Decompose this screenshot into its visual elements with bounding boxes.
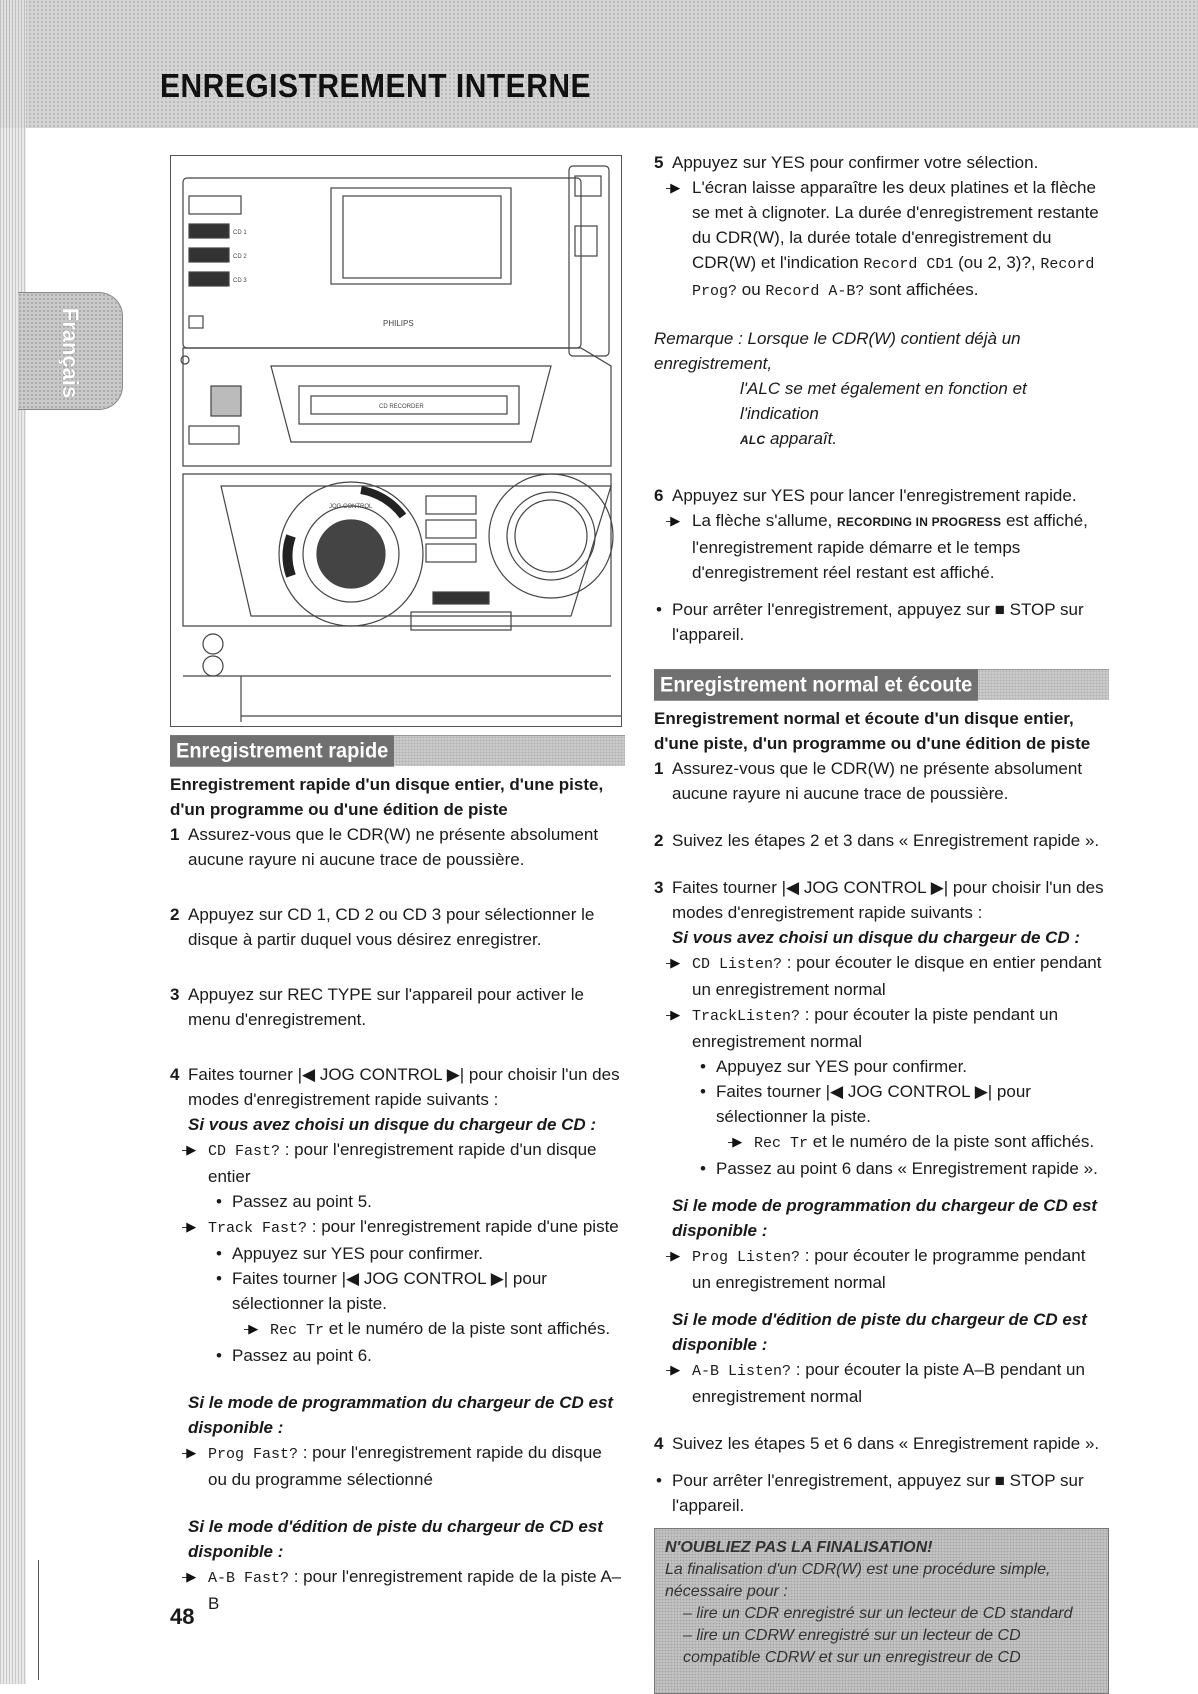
result-rec-tr bbox=[232, 1316, 625, 1343]
display-code: Rec Tr bbox=[270, 1322, 325, 1339]
warning-line: – lire un CDR enregistré sur un lecteur de CD standard bbox=[683, 1605, 1073, 1622]
step-text: Assurez-vous que le CDR(W) ne présente absolument aucune rayure ni aucune trace de poussière. bbox=[672, 759, 1083, 803]
display-code: A-B Fast? bbox=[208, 1570, 290, 1587]
display-code: Record CD1 bbox=[863, 256, 954, 273]
display-code: Prog Fast? bbox=[208, 1446, 299, 1463]
binding-line bbox=[38, 1560, 39, 1680]
result-text: (ou 2, 3)?, bbox=[953, 253, 1041, 272]
remark-line-2: l'ALC se met également en fonction et l'indication bbox=[740, 379, 1027, 423]
normal-step-2 bbox=[654, 828, 1109, 853]
section-heading-normal bbox=[654, 669, 1109, 700]
finalization-warning-box bbox=[654, 1528, 1109, 1694]
left-column bbox=[170, 735, 625, 1616]
condition-edit: Si le mode d'édition de piste du chargeur de CD est disponible : bbox=[672, 1310, 1087, 1354]
condition-prog: Si le mode de programmation du chargeur de CD est disponible : bbox=[188, 1393, 614, 1437]
option-text: et le numéro de la piste sont affichés. bbox=[324, 1319, 611, 1338]
step-number: 5 bbox=[654, 153, 664, 172]
display-code: ALC bbox=[740, 433, 766, 447]
remark-line-1 bbox=[654, 326, 1109, 376]
bullet-item: • Faites tourner |◀ JOG CONTROL ▶| pour sélectionner la piste. bbox=[214, 1266, 625, 1316]
option-track-fast bbox=[170, 1214, 625, 1241]
device-label-cd1: CD 1 bbox=[233, 230, 247, 236]
option-text: : pour écouter le programme pendant un enregistrement normal bbox=[692, 1246, 1086, 1292]
device-label-recorder: CD RECORDER bbox=[379, 404, 424, 410]
result-text: La flèche s'allume, bbox=[692, 511, 837, 530]
condition-prog: Si le mode de programmation du chargeur de CD est disponible : bbox=[672, 1196, 1098, 1240]
subheading-normal: Enregistrement normal et écoute d'un disque entier, d'une piste, d'un programme ou d'une édition de piste bbox=[654, 709, 1091, 753]
option-text: : pour écouter la piste A–B pendant un enregistrement normal bbox=[692, 1360, 1085, 1406]
option-text: : pour l'enregistrement rapide de la piste A–B bbox=[208, 1567, 622, 1613]
section-heading-normal-label: Enregistrement normal et écoute bbox=[654, 669, 978, 701]
device-label-cd2: CD 2 bbox=[233, 254, 247, 260]
section-heading-rapid-label: Enregistrement rapide bbox=[170, 735, 394, 767]
display-code: Prog Listen? bbox=[692, 1249, 801, 1266]
bullet-item: • Passez au point 6 dans « Enregistrement rapide ». bbox=[698, 1156, 1109, 1181]
option-track-listen bbox=[654, 1002, 1109, 1054]
warning-line: La finalisation d'un CDR(W) est une procédure simple, nécessaire pour : bbox=[665, 1561, 1051, 1600]
bullet-item: • Passez au point 5. bbox=[214, 1189, 625, 1214]
step-3 bbox=[170, 982, 625, 1032]
device-illustration bbox=[170, 155, 622, 727]
normal-step-4 bbox=[654, 1431, 1109, 1456]
bullet-item: • Faites tourner |◀ JOG CONTROL ▶| pour sélectionner la piste. bbox=[698, 1079, 1109, 1129]
result-text: est affiché, l'enregistrement rapide démarre et le temps d'enregistrement réel restant est affiché. bbox=[692, 511, 1088, 582]
warning-line: – lire un CDRW enregistré sur un lecteur de CD compatible CDRW et sur un enregistreur de CD bbox=[683, 1627, 1021, 1666]
option-text: : pour l'enregistrement rapide du disque ou du programme sélectionné bbox=[208, 1443, 602, 1489]
section-heading-rapid bbox=[170, 735, 625, 766]
bullet-item: • Passez au point 6. bbox=[214, 1343, 625, 1368]
option-ab-listen bbox=[654, 1357, 1109, 1409]
option-cd-listen bbox=[654, 950, 1109, 1002]
step-text: Appuyez sur REC TYPE sur l'appareil pour activer le menu d'enregistrement. bbox=[188, 985, 584, 1029]
device-label-jog: JOG CONTROL bbox=[329, 504, 373, 510]
page-number: 48 bbox=[170, 1604, 195, 1629]
option-text: : pour écouter la piste pendant un enregistrement normal bbox=[692, 1005, 1059, 1051]
step-number: 2 bbox=[654, 831, 664, 850]
step-text: Suivez les étapes 2 et 3 dans « Enregistrement rapide ». bbox=[672, 831, 1100, 850]
option-text: et le numéro de la piste sont affichés. bbox=[808, 1132, 1095, 1151]
step-6 bbox=[654, 483, 1109, 508]
result-text: ou bbox=[737, 280, 766, 299]
step-text: Faites tourner |◀ JOG CONTROL ▶| pour choisir l'un des modes d'enregistrement rapide suivants : bbox=[188, 1065, 620, 1109]
left-edge-strip bbox=[0, 0, 26, 1684]
bullet-item: • Appuyez sur YES pour confirmer. bbox=[698, 1054, 1109, 1079]
step-6-result bbox=[654, 508, 1109, 585]
display-code: TrackListen? bbox=[692, 1008, 801, 1025]
step-text: Appuyez sur CD 1, CD 2 ou CD 3 pour sélectionner le disque à partir duquel vous désirez enregistrer. bbox=[188, 905, 595, 949]
display-code: Record Prog? bbox=[692, 256, 1095, 300]
step-text: Appuyez sur YES pour confirmer votre sélection. bbox=[672, 153, 1039, 172]
step-number: 3 bbox=[654, 878, 664, 897]
display-code: RECORDING IN PROGRESS bbox=[837, 515, 1002, 529]
device-label-cd3: CD 3 bbox=[233, 278, 247, 284]
step-number: 2 bbox=[170, 905, 180, 924]
device-brand: PHILIPS bbox=[383, 319, 414, 328]
step-number: 6 bbox=[654, 486, 664, 505]
option-prog-fast bbox=[170, 1440, 625, 1492]
step-number: 4 bbox=[654, 1434, 664, 1453]
step-text: Appuyez sur YES pour lancer l'enregistrement rapide. bbox=[672, 486, 1077, 505]
step-number: 3 bbox=[170, 985, 180, 1004]
page-title: ENREGISTREMENT INTERNE bbox=[160, 68, 592, 105]
step-1 bbox=[170, 822, 625, 872]
remark-text: apparaît. bbox=[765, 429, 838, 448]
remark-line-3 bbox=[654, 426, 1109, 453]
language-tab bbox=[18, 292, 123, 410]
stop-instruction: • Pour arrêter l'enregistrement, appuyez sur ■ STOP sur l'appareil. bbox=[654, 597, 1109, 647]
step-number: 1 bbox=[170, 825, 180, 844]
step-5 bbox=[654, 150, 1109, 175]
display-code: CD Listen? bbox=[692, 956, 783, 973]
condition-cd: Si vous avez choisi un disque du chargeur de CD : bbox=[188, 1115, 597, 1134]
normal-step-1 bbox=[654, 756, 1109, 806]
device-drawing bbox=[171, 156, 621, 726]
step-text: Assurez-vous que le CDR(W) ne présente absolument aucune rayure ni aucune trace de poussière. bbox=[188, 825, 599, 869]
normal-step-3 bbox=[654, 875, 1109, 925]
condition-cd: Si vous avez choisi un disque du chargeur de CD : bbox=[672, 928, 1081, 947]
header-band bbox=[0, 0, 1198, 128]
step-text: Suivez les étapes 5 et 6 dans « Enregistrement rapide ». bbox=[672, 1434, 1100, 1453]
option-text: : pour l'enregistrement rapide d'une piste bbox=[307, 1217, 619, 1236]
display-code: CD Fast? bbox=[208, 1143, 281, 1160]
display-code: Track Fast? bbox=[208, 1220, 308, 1237]
step-number: 4 bbox=[170, 1065, 180, 1084]
option-prog-listen bbox=[654, 1243, 1109, 1295]
step-text: Faites tourner |◀ JOG CONTROL ▶| pour choisir l'un des modes d'enregistrement rapide suivants : bbox=[672, 878, 1104, 922]
stop-instruction: • Pour arrêter l'enregistrement, appuyez sur ■ STOP sur l'appareil. bbox=[654, 1468, 1109, 1518]
right-column bbox=[654, 150, 1109, 1694]
option-text: : pour écouter le disque en entier pendant un enregistrement normal bbox=[692, 953, 1102, 999]
display-code: Record A-B? bbox=[765, 283, 865, 300]
option-cd-fast bbox=[170, 1137, 625, 1189]
remark-text: Lorsque le CDR(W) contient déjà un enregistrement, bbox=[654, 329, 1021, 373]
result-text: sont affichées. bbox=[864, 280, 979, 299]
bullet-item: • Appuyez sur YES pour confirmer. bbox=[214, 1241, 625, 1266]
result-rec-tr bbox=[716, 1129, 1109, 1156]
display-code: Rec Tr bbox=[754, 1135, 809, 1152]
option-text: : pour l'enregistrement rapide d'un disque entier bbox=[208, 1140, 597, 1186]
language-tab-label: Français bbox=[58, 307, 83, 399]
step-2 bbox=[170, 902, 625, 952]
subheading-rapid: Enregistrement rapide d'un disque entier, d'une piste, d'un programme ou d'une édition de piste bbox=[170, 775, 604, 819]
step-5-result bbox=[654, 175, 1109, 304]
display-code: A-B Listen? bbox=[692, 1363, 792, 1380]
remark bbox=[654, 326, 1109, 453]
option-ab-fast bbox=[170, 1564, 625, 1616]
remark-label: Remarque : bbox=[654, 329, 743, 348]
warning-title: N'OUBLIEZ PAS LA FINALISATION! bbox=[665, 1539, 933, 1556]
condition-edit: Si le mode d'édition de piste du chargeur de CD est disponible : bbox=[188, 1517, 603, 1561]
step-number: 1 bbox=[654, 759, 664, 778]
step-4 bbox=[170, 1062, 625, 1112]
result-text: L'écran laisse apparaître les deux platines et la flèche se met à clignoter. La durée d'enregistrement restante du CDR(W), la durée totale d'enregistrement du CDR(W) et l'indication bbox=[692, 178, 1099, 272]
